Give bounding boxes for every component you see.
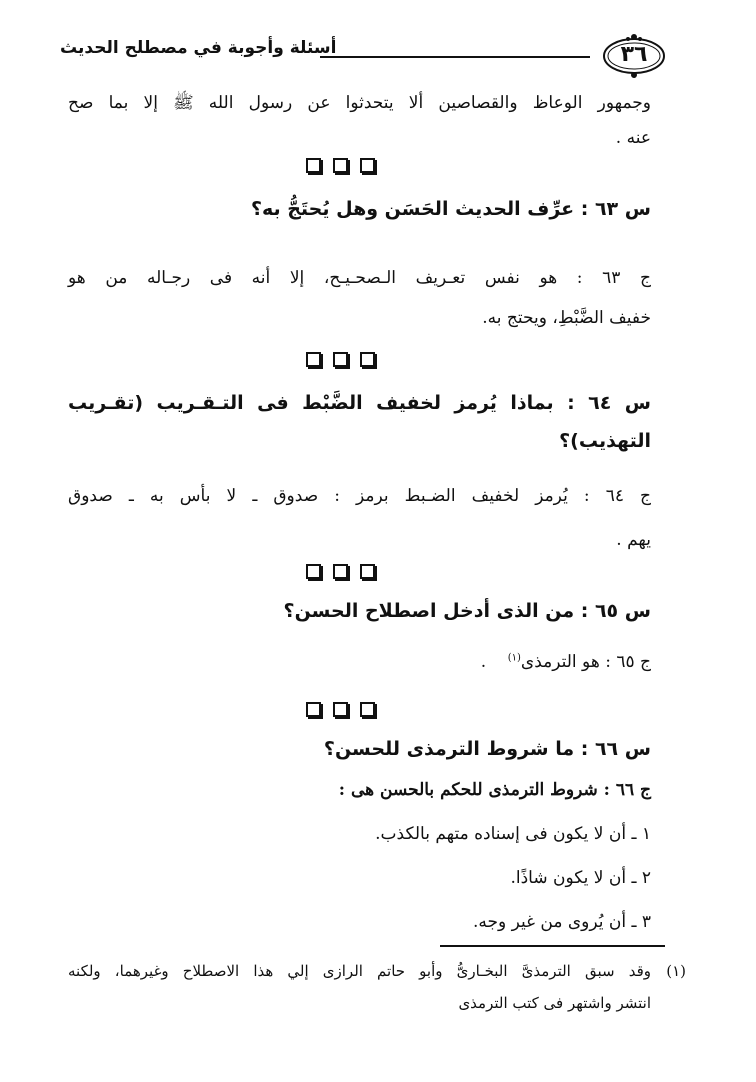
square-bullet-icon (333, 702, 348, 717)
square-bullet-icon (333, 352, 348, 367)
footnote-line-1: وقد سبق الترمذىَّ البخـارىُّ وأبو حاتم الرازى إلي هذا الاصطلاح وغيرهما، ولكنه (68, 962, 651, 980)
square-bullet-icon (306, 352, 321, 367)
square-bullet-icon (306, 702, 321, 717)
intro-line-2: عنه . (615, 128, 651, 148)
square-bullet-icon (360, 352, 375, 367)
section-separator (300, 564, 380, 580)
question-65: س ٦٥ : من الذى أدخل اصطلاح الحسن؟ (283, 600, 651, 622)
page-number-ornament (598, 32, 670, 78)
square-bullet-icon (333, 158, 348, 173)
question-66: س ٦٦ : ما شروط الترمذى للحسن؟ (323, 738, 651, 760)
condition-2: ٢ ـ أن لا يكون شاذًا. (510, 868, 651, 888)
answer-64-line-1: ج ٦٤ : يُرمز لخفيف الضـبط برمز : صدوق ـ لا بأس به ـ صدوق (68, 486, 652, 506)
question-63: س ٦٣ : عرِّف الحديث الحَسَن وهل يُحتَجُّ به؟ (250, 198, 651, 220)
footnote-reference: (١) (507, 652, 521, 664)
square-bullet-icon (306, 564, 321, 579)
answer-63-line-1: ج ٦٣ : هو نفس تعـريف الـصحـيـح، إلا أنه فى رجـاله من هو (68, 268, 651, 288)
square-bullet-icon (360, 564, 375, 579)
question-64-line-2: التهذيب)؟ (559, 430, 651, 452)
intro-line-1: وجمهور الوعاظ والقصاصين ألا يتحدثوا عن رسول الله ﷺ إلا بما صح (68, 93, 651, 113)
footnote-line-2: انتشر واشتهر فى كتب الترمذى (458, 994, 651, 1012)
answer-66: ج ٦٦ : شروط الترمذى للحكم بالحسن هى : (338, 780, 651, 800)
page-header (60, 32, 670, 82)
condition-3: ٣ ـ أن يُروى من غير وجه. (472, 912, 651, 932)
square-bullet-icon (360, 702, 375, 717)
header-rule (320, 56, 590, 58)
footnote-number: (١) (666, 962, 686, 980)
section-separator (300, 352, 380, 368)
section-separator (300, 702, 380, 718)
square-bullet-icon (333, 564, 348, 579)
answer-65-period: . (480, 652, 487, 672)
answer-65-text: ج ٦٥ : هو الترمذى (520, 652, 651, 672)
square-bullet-icon (306, 158, 321, 173)
answer-63-line-2: خفيف الضَّبْطِ، ويحتج به. (482, 308, 651, 328)
answer-65 (481, 652, 651, 672)
running-title: أسئلة وأجوبة في مصطلح الحديث (60, 38, 337, 58)
question-64-line-1: س ٦٤ : بماذا يُرمز لخفيف الضَّبْط فى التـقـريب (تقـريب (68, 392, 652, 414)
page-number: ٣٦ (620, 42, 648, 67)
square-bullet-icon (360, 158, 375, 173)
section-separator (300, 158, 380, 174)
footnote-rule (440, 945, 665, 947)
condition-1: ١ ـ أن لا يكون فى إسناده متهم بالكذب. (375, 824, 651, 844)
answer-64-line-2: يهم . (616, 530, 651, 550)
